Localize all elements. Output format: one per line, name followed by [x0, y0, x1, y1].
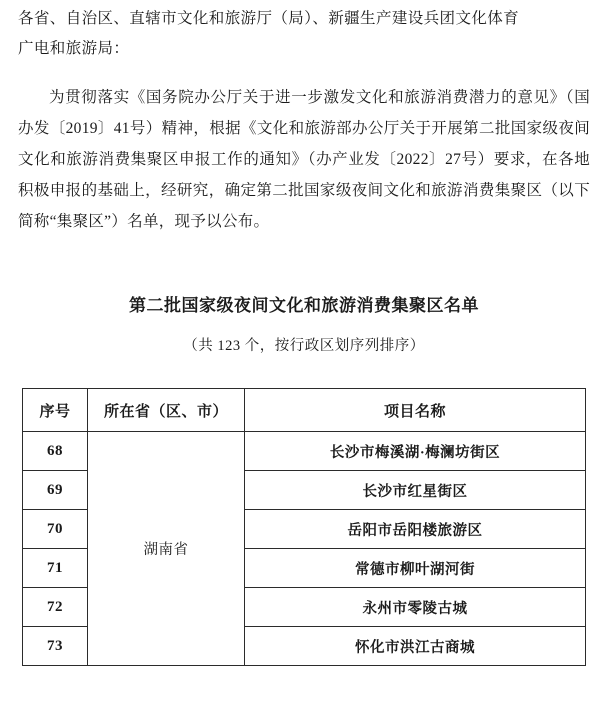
addressee-line-2: 广电和旅游局：: [18, 40, 130, 57]
column-header-no: 序号: [23, 389, 88, 432]
table-row: [23, 432, 586, 471]
table-header: [23, 389, 586, 432]
zone-list-table: [22, 388, 586, 666]
cell-no: 73: [23, 627, 88, 666]
table-body: [23, 432, 586, 666]
cell-project-name: 常德市柳叶湖河街: [245, 549, 586, 588]
cell-no: 69: [23, 471, 88, 510]
table-header-row: [23, 389, 586, 432]
document-page: [0, 4, 608, 720]
cell-project-name: 长沙市红星街区: [245, 471, 586, 510]
cell-project-name: 岳阳市岳阳楼旅游区: [245, 510, 586, 549]
column-header-province: 所在省（区、市）: [88, 389, 245, 432]
cell-project-name: 永州市零陵古城: [245, 588, 586, 627]
list-subtitle: （共 123 个，按行政区划序列排序）: [183, 338, 425, 354]
cell-no: 68: [23, 432, 88, 471]
body-paragraph: 为贯彻落实《国务院办公厅关于进一步激发文化和旅游消费潜力的意见》（国办发〔2019〕41号）精神，根据《文化和旅游部办公厅关于开展第二批国家级夜间文化和旅游消费集聚区申报工作的通知》（办产业发〔2022〕27号）要求，在各地积极申报的基础上，经研究，确定第二批国家级夜间文化和旅游消费集聚区（以下简称“集聚区”）名单，现予以公布。: [18, 89, 590, 230]
list-title: 第二批国家级夜间文化和旅游消费集聚区名单: [129, 296, 479, 315]
cell-province: 湖南省: [88, 432, 245, 666]
cell-project-name: 长沙市梅溪湖·梅澜坊街区: [245, 432, 586, 471]
column-header-project: 项目名称: [245, 389, 586, 432]
cell-no: 70: [23, 510, 88, 549]
addressee-block: [18, 4, 590, 64]
cell-no: 71: [23, 549, 88, 588]
cell-no: 72: [23, 588, 88, 627]
cell-project-name: 怀化市洪江古商城: [245, 627, 586, 666]
addressee-line-1: 各省、自治区、直辖市文化和旅游厅（局）、新疆生产建设兵团文化体育: [18, 10, 520, 27]
